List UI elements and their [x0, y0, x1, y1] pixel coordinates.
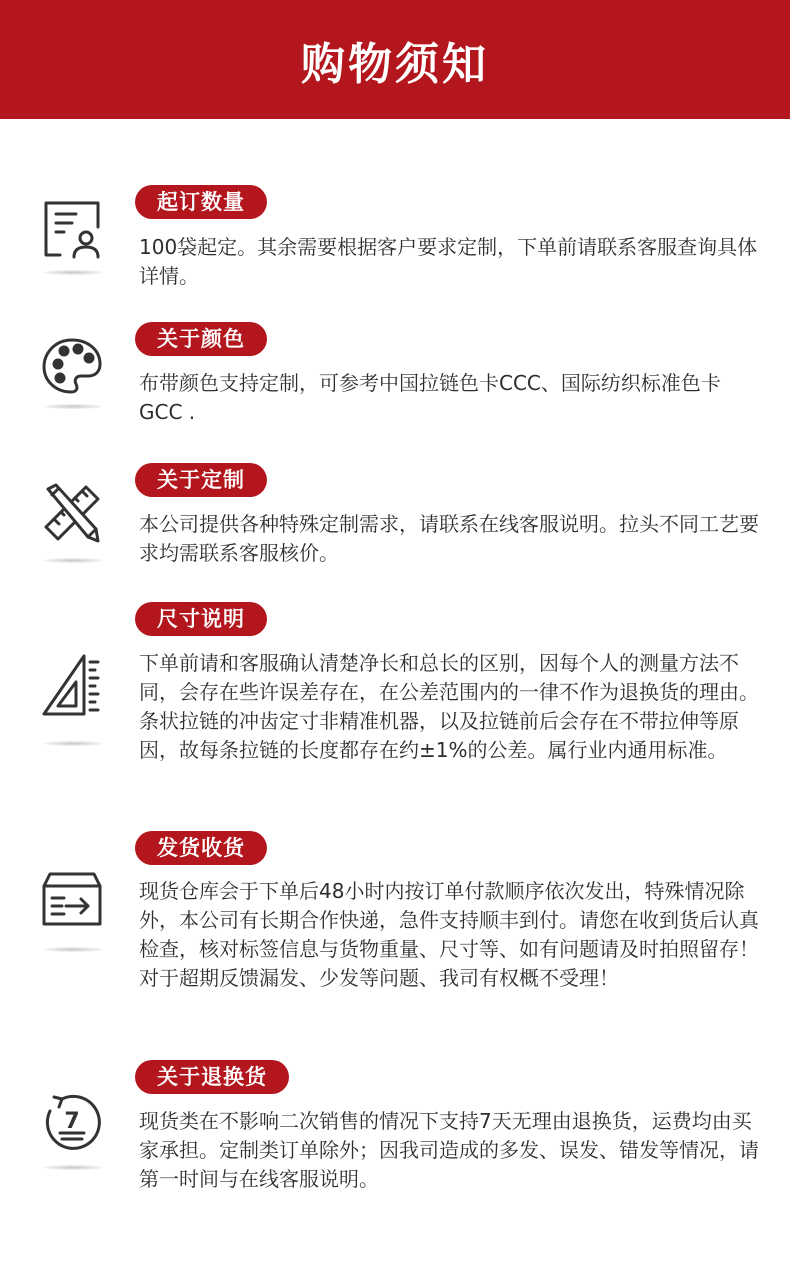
icon-shadow	[44, 947, 102, 952]
section-text: 现货仓库会于下单后48小时内按订单付款顺序依次发出，特殊情况除外，本公司有长期合作快递，急件支持顺丰到付。请您在收到货后认真检查，核对标签信息与货物重量、尺寸等、如有问题请及时拍照留存！对于超期反馈漏发、少发等问题、我司有权概不受理！	[139, 879, 759, 990]
icon-shadow	[44, 741, 102, 746]
shipping-box-icon	[38, 868, 106, 932]
section-text: 100袋起定。其余需要根据客户要求定制，下单前请联系客服查询具体详情。	[139, 235, 758, 288]
icon-shadow	[44, 1165, 102, 1170]
palette-icon	[38, 334, 106, 398]
section-text: 下单前请和客服确认清楚净长和总长的区别，因每个人的测量方法不同，会存在些许误差存在，在公差范围内的一律不作为退换货的理由。条状拉链的冲齿定寸非精准机器，以及拉链前后会存在不带拉伸等原因，故每条拉链的长度都存在约±1%的公差。属行业内通用标准。	[139, 651, 759, 762]
section-tag: 发货收货	[135, 831, 267, 865]
triangle-ruler-icon	[38, 652, 106, 716]
section-text: 布带颜色支持定制，可参考中国拉链色卡CCC、国际纺织标准色卡GCC .	[139, 371, 721, 424]
section-tag: 关于退换货	[135, 1060, 289, 1094]
icon-shadow	[44, 558, 102, 563]
section-tag: 关于颜色	[135, 322, 267, 356]
page-title: 购物须知	[301, 38, 489, 90]
document-user-icon	[38, 197, 106, 261]
page-header	[0, 0, 790, 119]
seven-day-return-icon	[38, 1091, 106, 1155]
section-text: 本公司提供各种特殊定制需求，请联系在线客服说明。拉头不同工艺要求均需联系客服核价。	[139, 512, 759, 565]
icon-seven-label: 7	[64, 1109, 80, 1134]
pencil-ruler-icon	[38, 481, 106, 545]
icon-shadow	[44, 404, 102, 409]
section-tag: 关于定制	[135, 463, 267, 497]
section-tag: 尺寸说明	[135, 602, 267, 636]
icon-shadow	[44, 270, 102, 275]
section-text: 现货类在不影响二次销售的情况下支持7天无理由退换货，运费均由买家承担。定制类订单除外；因我司造成的多发、误发、错发等情况，请第一时间与在线客服说明。	[139, 1109, 759, 1191]
section-tag: 起订数量	[135, 185, 267, 219]
